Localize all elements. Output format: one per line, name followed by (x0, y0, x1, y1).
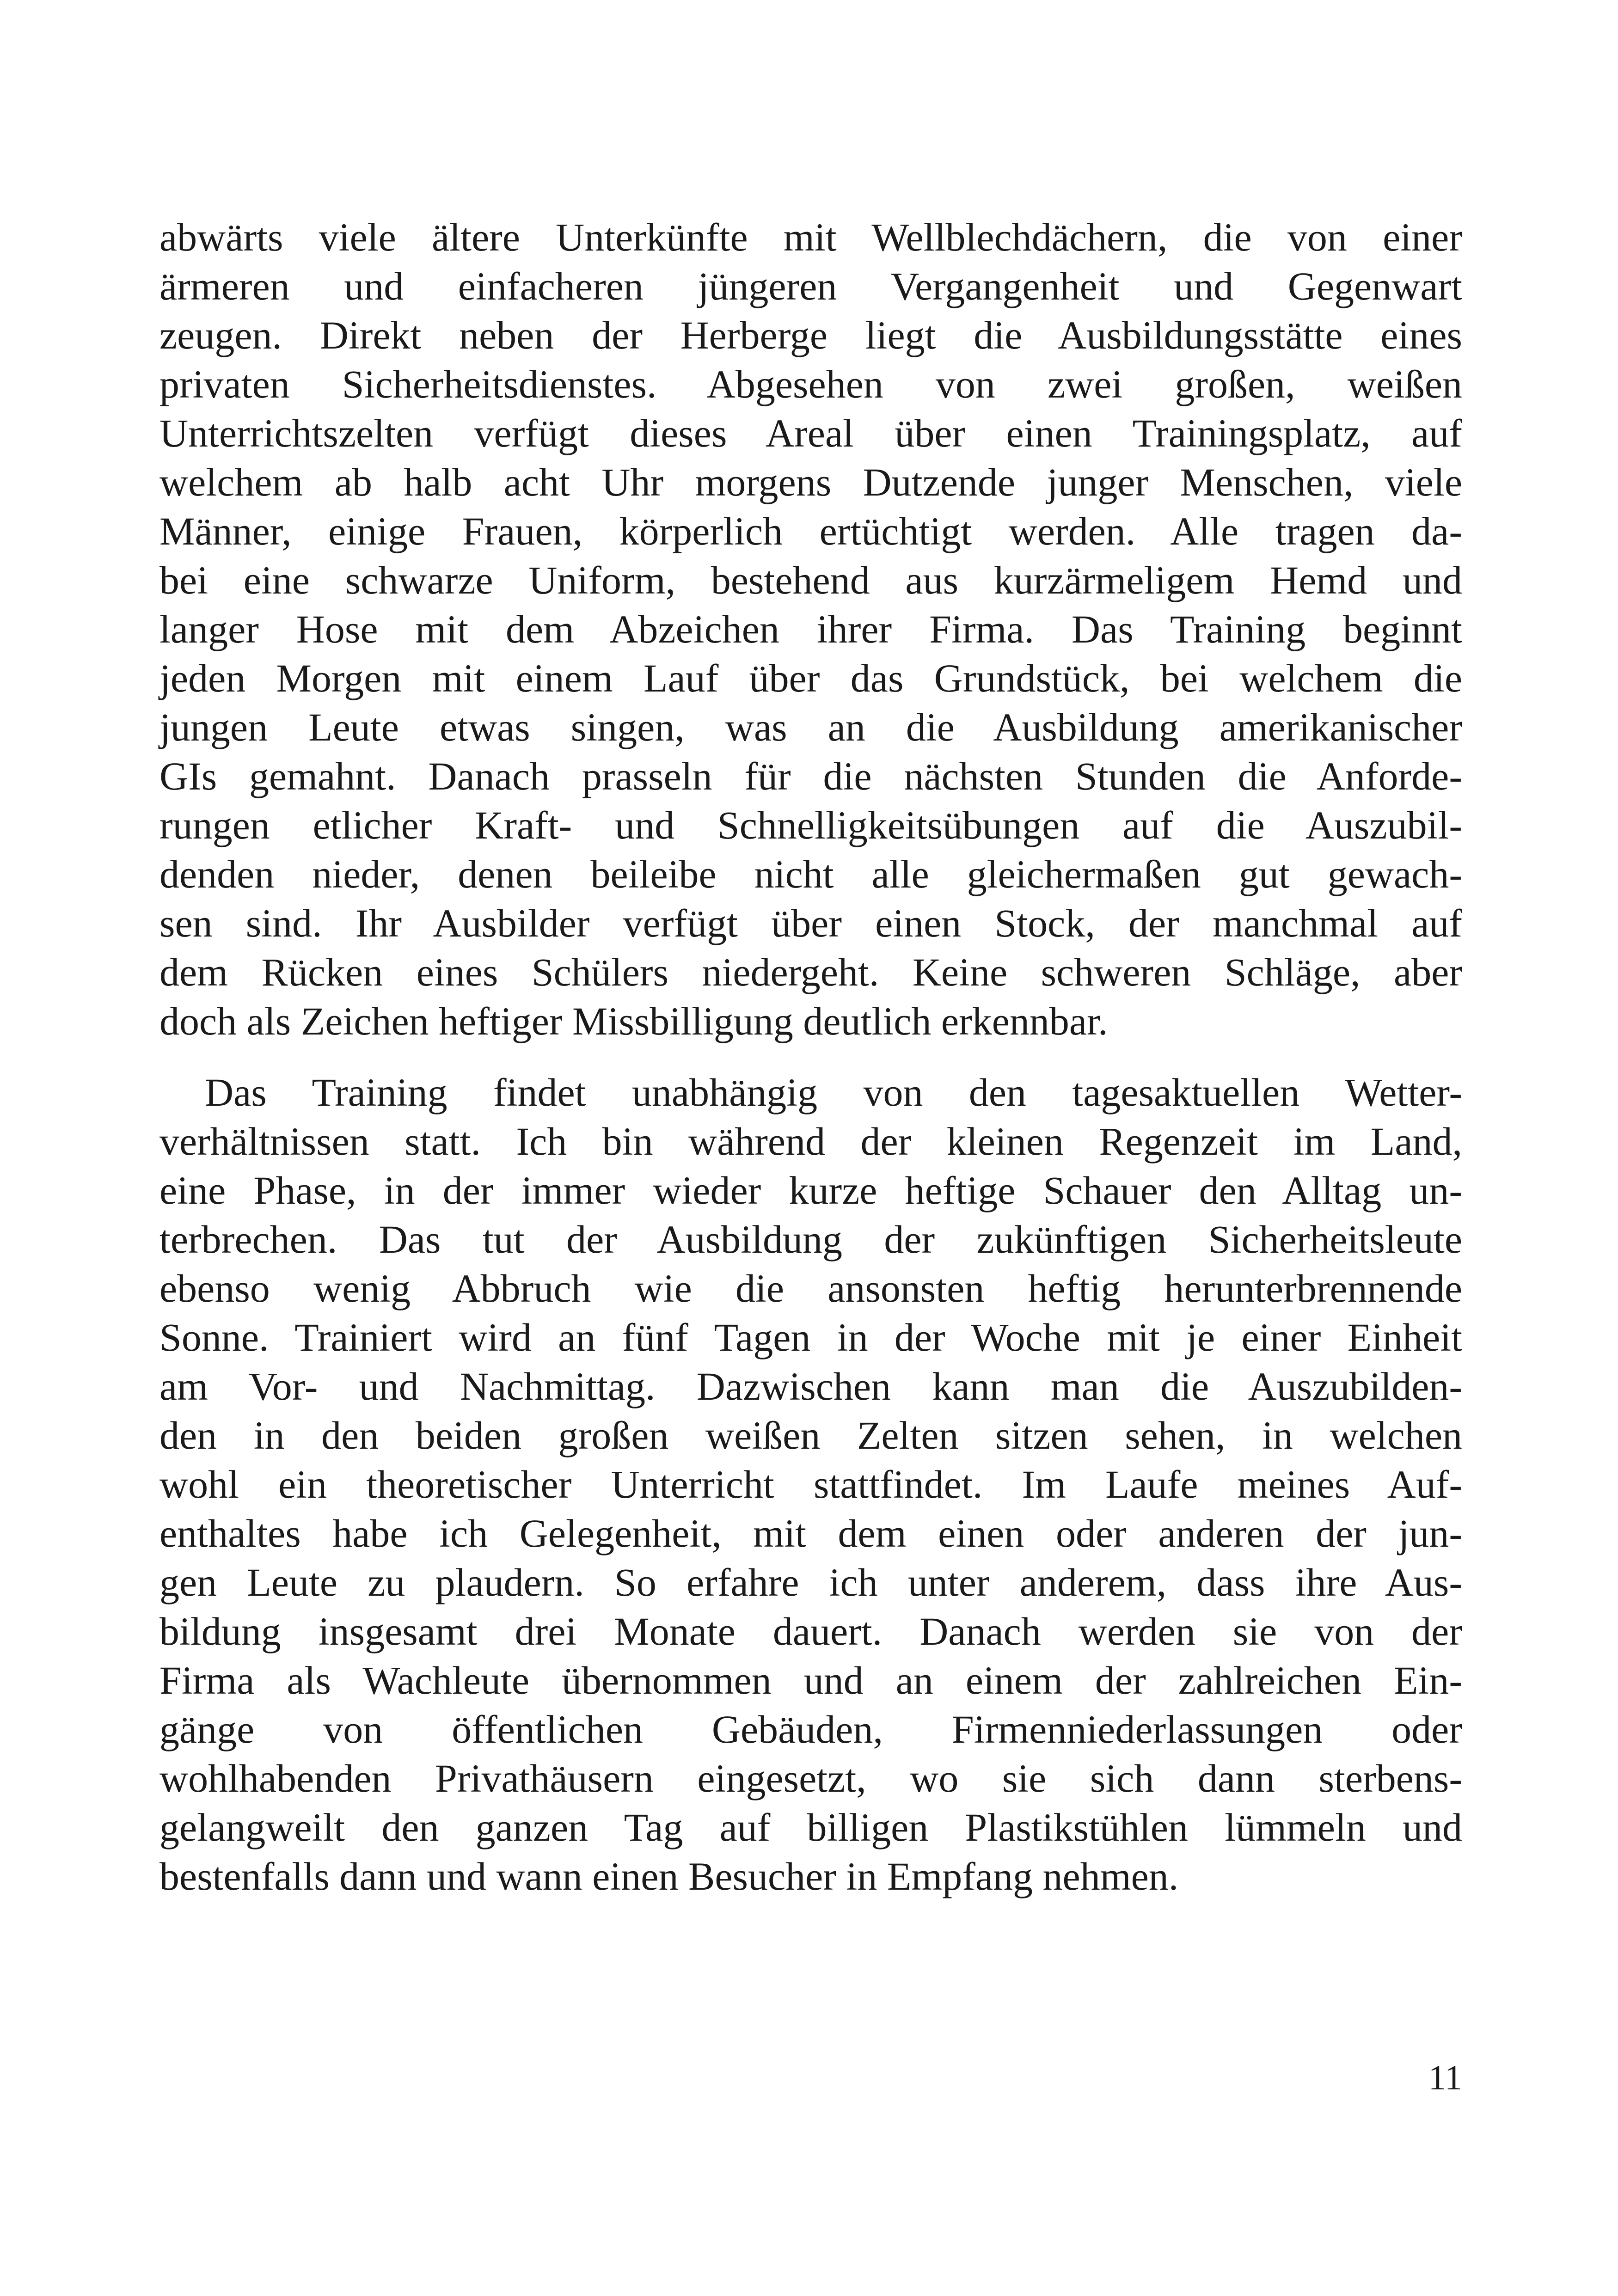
text-line: GIs gemahnt. Danach prasseln für die nächsten Stunden die Anforde- (159, 754, 1462, 798)
text-line: jungen Leute etwas singen, was an die Ausbildung amerikanischer (159, 705, 1462, 749)
text-line: wohl ein theoretischer Unterricht stattfindet. Im Laufe meines Auf- (159, 1462, 1462, 1506)
text-line: welchem ab halb acht Uhr morgens Dutzende junger Menschen, viele (159, 460, 1462, 504)
text-line: Das Training findet unabhängig von den tagesaktuellen Wetter- (205, 1070, 1462, 1114)
page-number: 11 (1428, 2058, 1462, 2097)
text-line: langer Hose mit dem Abzeichen ihrer Firma. Das Training beginnt (159, 607, 1462, 651)
paragraph-spacer (159, 1046, 1462, 1068)
text-line: doch als Zeichen heftiger Missbilligung deutlich erkennbar. (159, 999, 1108, 1043)
text-line: Firma als Wachleute übernommen und an einem der zahlreichen Ein- (159, 1658, 1462, 1702)
text-line: bestenfalls dann und wann einen Besucher in Empfang nehmen. (159, 1854, 1179, 1898)
text-line: sen sind. Ihr Ausbilder verfügt über einen Stock, der manchmal auf (159, 901, 1462, 945)
text-line: zeugen. Direkt neben der Herberge liegt die Ausbildungsstätte eines (159, 313, 1462, 357)
text-line: gänge von öffentlichen Gebäuden, Firmenniederlassungen oder (159, 1707, 1462, 1751)
text-line: eine Phase, in der immer wieder kurze heftige Schauer den Alltag un- (159, 1168, 1462, 1212)
text-line: Sonne. Trainiert wird an fünf Tagen in der Woche mit je einer Einheit (159, 1315, 1462, 1359)
text-line: terbrechen. Das tut der Ausbildung der zukünftigen Sicherheitsleute (159, 1217, 1462, 1261)
text-line: am Vor- und Nachmittag. Dazwischen kann man die Auszubilden- (159, 1364, 1462, 1408)
paragraph-1 (159, 213, 1462, 1046)
text-line: gelangweilt den ganzen Tag auf billigen Plastikstühlen lümmeln und (159, 1805, 1462, 1849)
text-line: rungen etlicher Kraft- und Schnelligkeitsübungen auf die Auszubil- (159, 803, 1462, 847)
text-line: bei eine schwarze Uniform, bestehend aus kurzärmeligem Hemd und (159, 558, 1462, 602)
text-line: jeden Morgen mit einem Lauf über das Grundstück, bei welchem die (159, 656, 1462, 700)
text-line: wohlhabenden Privathäusern eingesetzt, wo sie sich dann sterbens- (159, 1756, 1462, 1800)
text-line: ärmeren und einfacheren jüngeren Vergangenheit und Gegenwart (159, 264, 1462, 308)
text-line: ebenso wenig Abbruch wie die ansonsten heftig herunterbrennende (159, 1266, 1462, 1310)
text-line: bildung insgesamt drei Monate dauert. Danach werden sie von der (159, 1609, 1462, 1653)
body-text (159, 213, 1462, 1901)
text-line: denden nieder, denen beileibe nicht alle gleichermaßen gut gewach- (159, 852, 1462, 896)
text-line: verhältnissen statt. Ich bin während der kleinen Regenzeit im Land, (159, 1119, 1462, 1163)
text-line: gen Leute zu plaudern. So erfahre ich unter anderem, dass ihre Aus- (159, 1560, 1462, 1604)
text-line: enthaltes habe ich Gelegenheit, mit dem einen oder anderen der jun- (159, 1511, 1462, 1555)
text-line: privaten Sicherheitsdienstes. Abgesehen von zwei großen, weißen (159, 362, 1462, 406)
text-line: den in den beiden großen weißen Zelten sitzen sehen, in welchen (159, 1413, 1462, 1457)
text-line: Unterrichtszelten verfügt dieses Areal über einen Trainingsplatz, auf (159, 411, 1462, 455)
paragraph-2 (159, 1068, 1462, 1901)
text-line: Männer, einige Frauen, körperlich ertüchtigt werden. Alle tragen da- (159, 509, 1462, 553)
text-line: dem Rücken eines Schülers niedergeht. Keine schweren Schläge, aber (159, 950, 1462, 994)
text-line: abwärts viele ältere Unterkünfte mit Wellblechdächern, die von einer (159, 215, 1462, 259)
